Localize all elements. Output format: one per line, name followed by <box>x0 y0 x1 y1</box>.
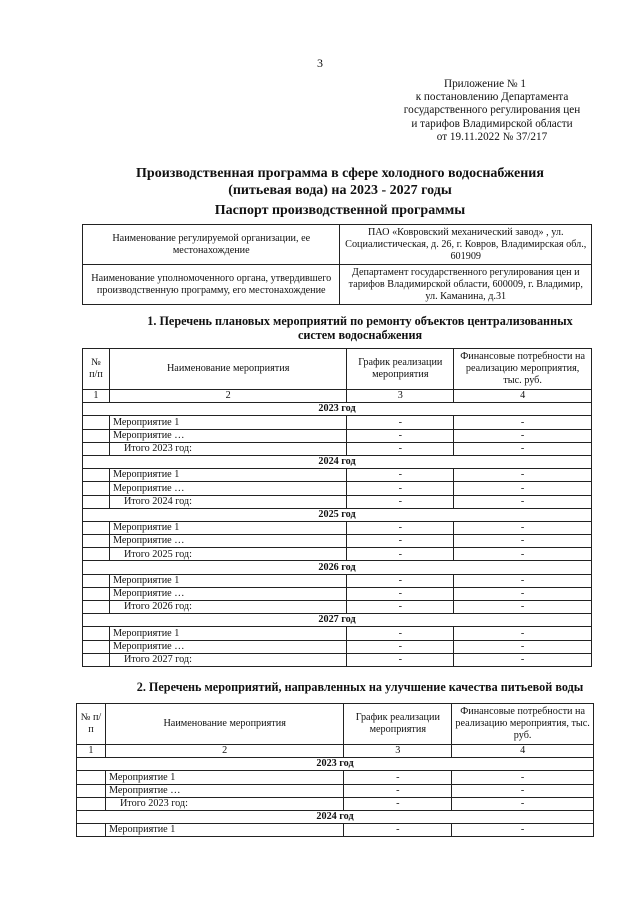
num-cell <box>83 442 110 455</box>
year-row <box>83 561 592 574</box>
num-cell <box>83 429 110 442</box>
document-title-line: (питьевая вода) на 2023 - 2027 годы <box>228 183 452 198</box>
finance-cell: - <box>454 627 592 640</box>
num-cell <box>83 548 110 561</box>
event-name: Мероприятие 1 <box>109 521 346 534</box>
header-schedule: График реализации мероприятия <box>347 349 454 390</box>
header-name: Наименование мероприятия <box>105 704 343 745</box>
schedule-cell: - <box>347 495 454 508</box>
finance-cell: - <box>454 548 592 561</box>
finance-cell: - <box>454 521 592 534</box>
appendix-line: и тарифов Владимирской области <box>411 117 573 130</box>
schedule-cell: - <box>347 627 454 640</box>
section-2-title: 2. Перечень мероприятий, направленных на улучшение качества питьевой воды <box>136 680 584 694</box>
column-number: 3 <box>344 745 452 758</box>
finance-cell: - <box>452 797 594 810</box>
year-label: 2027 год <box>83 614 592 627</box>
schedule-cell: - <box>347 601 454 614</box>
column-number: 4 <box>454 390 592 403</box>
year-label: 2023 год <box>83 403 592 416</box>
event-name: Мероприятие 1 <box>105 771 343 784</box>
column-number: 1 <box>77 745 106 758</box>
num-cell <box>83 627 110 640</box>
finance-cell: - <box>452 824 594 837</box>
table-row <box>83 627 592 640</box>
total-label: Итого 2027 год: <box>109 653 346 666</box>
year-row <box>83 455 592 468</box>
header-name: Наименование мероприятия <box>109 349 346 390</box>
section-title-line: систем водоснабжения <box>297 328 423 342</box>
num-cell <box>77 824 106 837</box>
num-cell <box>83 640 110 653</box>
passport-title: Паспорт производственной программы <box>214 203 466 218</box>
table-row <box>77 771 594 784</box>
num-cell <box>83 653 110 666</box>
table-row <box>83 469 592 482</box>
column-number: 1 <box>83 390 110 403</box>
table-row <box>83 548 592 561</box>
year-label: 2024 год <box>83 455 592 468</box>
schedule-cell: - <box>347 587 454 600</box>
table-row <box>83 495 592 508</box>
table-row <box>83 482 592 495</box>
total-label: Итого 2023 год: <box>105 797 343 810</box>
num-cell <box>83 574 110 587</box>
total-label: Итого 2023 год: <box>109 442 346 455</box>
num-cell <box>83 587 110 600</box>
table-row <box>83 442 592 455</box>
year-row <box>83 614 592 627</box>
event-name: Мероприятие … <box>109 640 346 653</box>
section-title-line: 1. Перечень плановых мероприятий по ремонту объектов централизованных <box>147 314 573 328</box>
finance-cell: - <box>454 601 592 614</box>
year-row <box>77 810 594 823</box>
finance-cell: - <box>454 640 592 653</box>
finance-cell: - <box>452 771 594 784</box>
num-cell <box>83 416 110 429</box>
schedule-cell: - <box>347 521 454 534</box>
schedule-cell: - <box>344 771 452 784</box>
table-row <box>77 824 594 837</box>
appendix-line: государственного регулирования цен <box>403 104 581 117</box>
header-finance: Финансовые потребности на реализацию мероприятия, тыс. руб. <box>454 349 592 390</box>
schedule-cell: - <box>347 548 454 561</box>
section-1-table <box>82 348 592 667</box>
document-title <box>0 165 640 199</box>
year-row <box>77 758 594 771</box>
schedule-cell: - <box>347 574 454 587</box>
table-row <box>83 429 592 442</box>
year-label: 2026 год <box>83 561 592 574</box>
finance-cell: - <box>454 587 592 600</box>
table-row <box>83 601 592 614</box>
event-name: Мероприятие … <box>105 784 343 797</box>
num-cell <box>83 601 110 614</box>
schedule-cell: - <box>347 442 454 455</box>
finance-cell: - <box>454 482 592 495</box>
column-numbers-row <box>77 745 594 758</box>
column-number: 2 <box>105 745 343 758</box>
finance-cell: - <box>454 574 592 587</box>
num-cell <box>83 482 110 495</box>
finance-cell: - <box>454 535 592 548</box>
event-name: Мероприятие … <box>109 482 346 495</box>
event-name: Мероприятие … <box>109 535 346 548</box>
finance-cell: - <box>454 416 592 429</box>
event-name: Мероприятие 1 <box>109 627 346 640</box>
passport-label: Наименование регулируемой организации, ее местонахождение <box>83 225 340 265</box>
total-label: Итого 2025 год: <box>109 548 346 561</box>
schedule-cell: - <box>344 824 452 837</box>
num-cell <box>83 521 110 534</box>
appendix-line: от 19.11.2022 № 37/217 <box>436 130 548 143</box>
table-row <box>83 535 592 548</box>
schedule-cell: - <box>347 416 454 429</box>
passport-value: ПАО «Ковровский механический завод» , ул. Социалистическая, д. 26, г. Ковров, Владимирская обл., 601909 <box>340 225 592 265</box>
appendix-block <box>392 78 592 144</box>
table-row <box>77 797 594 810</box>
passport-value: Департамент государственного регулирования цен и тарифов Владимирской области, 600009, г. Владимир, ул. Каманина, д.31 <box>340 265 592 305</box>
schedule-cell: - <box>347 653 454 666</box>
num-cell <box>83 469 110 482</box>
num-cell <box>83 495 110 508</box>
year-label: 2024 год <box>77 810 594 823</box>
event-name: Мероприятие 1 <box>109 469 346 482</box>
year-label: 2023 год <box>77 758 594 771</box>
table-row <box>77 784 594 797</box>
event-name: Мероприятие 1 <box>109 416 346 429</box>
appendix-line: к постановлению Департамента <box>415 91 569 104</box>
year-row <box>83 508 592 521</box>
header-schedule: График реализации мероприятия <box>344 704 452 745</box>
table-header-row <box>83 349 592 390</box>
passport-table <box>82 224 592 305</box>
num-cell <box>83 535 110 548</box>
passport-row <box>83 265 592 305</box>
column-number: 4 <box>452 745 594 758</box>
column-number: 2 <box>109 390 346 403</box>
finance-cell: - <box>454 653 592 666</box>
table-row <box>83 574 592 587</box>
appendix-line: Приложение № 1 <box>444 78 526 90</box>
total-label: Итого 2026 год: <box>109 601 346 614</box>
event-name: Мероприятие … <box>109 587 346 600</box>
page-number: 3 <box>317 56 323 70</box>
finance-cell: - <box>454 442 592 455</box>
event-name: Мероприятие 1 <box>105 824 343 837</box>
finance-cell: - <box>454 469 592 482</box>
schedule-cell: - <box>347 535 454 548</box>
section-2-table <box>76 703 594 837</box>
finance-cell: - <box>454 495 592 508</box>
event-name: Мероприятие … <box>109 429 346 442</box>
schedule-cell: - <box>347 640 454 653</box>
finance-cell: - <box>454 429 592 442</box>
finance-cell: - <box>452 784 594 797</box>
passport-label: Наименование уполномоченного органа, утвердившего производственную программу, его местонахождение <box>83 265 340 305</box>
schedule-cell: - <box>344 784 452 797</box>
document-title-line: Производственная программа в сфере холодного водоснабжения <box>136 166 544 181</box>
section-1-title <box>0 314 640 342</box>
column-numbers-row <box>83 390 592 403</box>
num-cell <box>77 784 106 797</box>
table-row <box>83 416 592 429</box>
event-name: Мероприятие 1 <box>109 574 346 587</box>
schedule-cell: - <box>347 482 454 495</box>
schedule-cell: - <box>344 797 452 810</box>
passport-row <box>83 225 592 265</box>
header-num: № п/п <box>77 704 106 745</box>
schedule-cell: - <box>347 429 454 442</box>
table-header-row <box>77 704 594 745</box>
num-cell <box>77 797 106 810</box>
table-row <box>83 521 592 534</box>
schedule-cell: - <box>347 469 454 482</box>
header-finance: Финансовые потребности на реализацию мероприятия, тыс. руб. <box>452 704 594 745</box>
column-number: 3 <box>347 390 454 403</box>
header-num: № п/п <box>83 349 110 390</box>
total-label: Итого 2024 год: <box>109 495 346 508</box>
table-row <box>83 653 592 666</box>
num-cell <box>77 771 106 784</box>
table-row <box>83 587 592 600</box>
year-row <box>83 403 592 416</box>
year-label: 2025 год <box>83 508 592 521</box>
table-row <box>83 640 592 653</box>
